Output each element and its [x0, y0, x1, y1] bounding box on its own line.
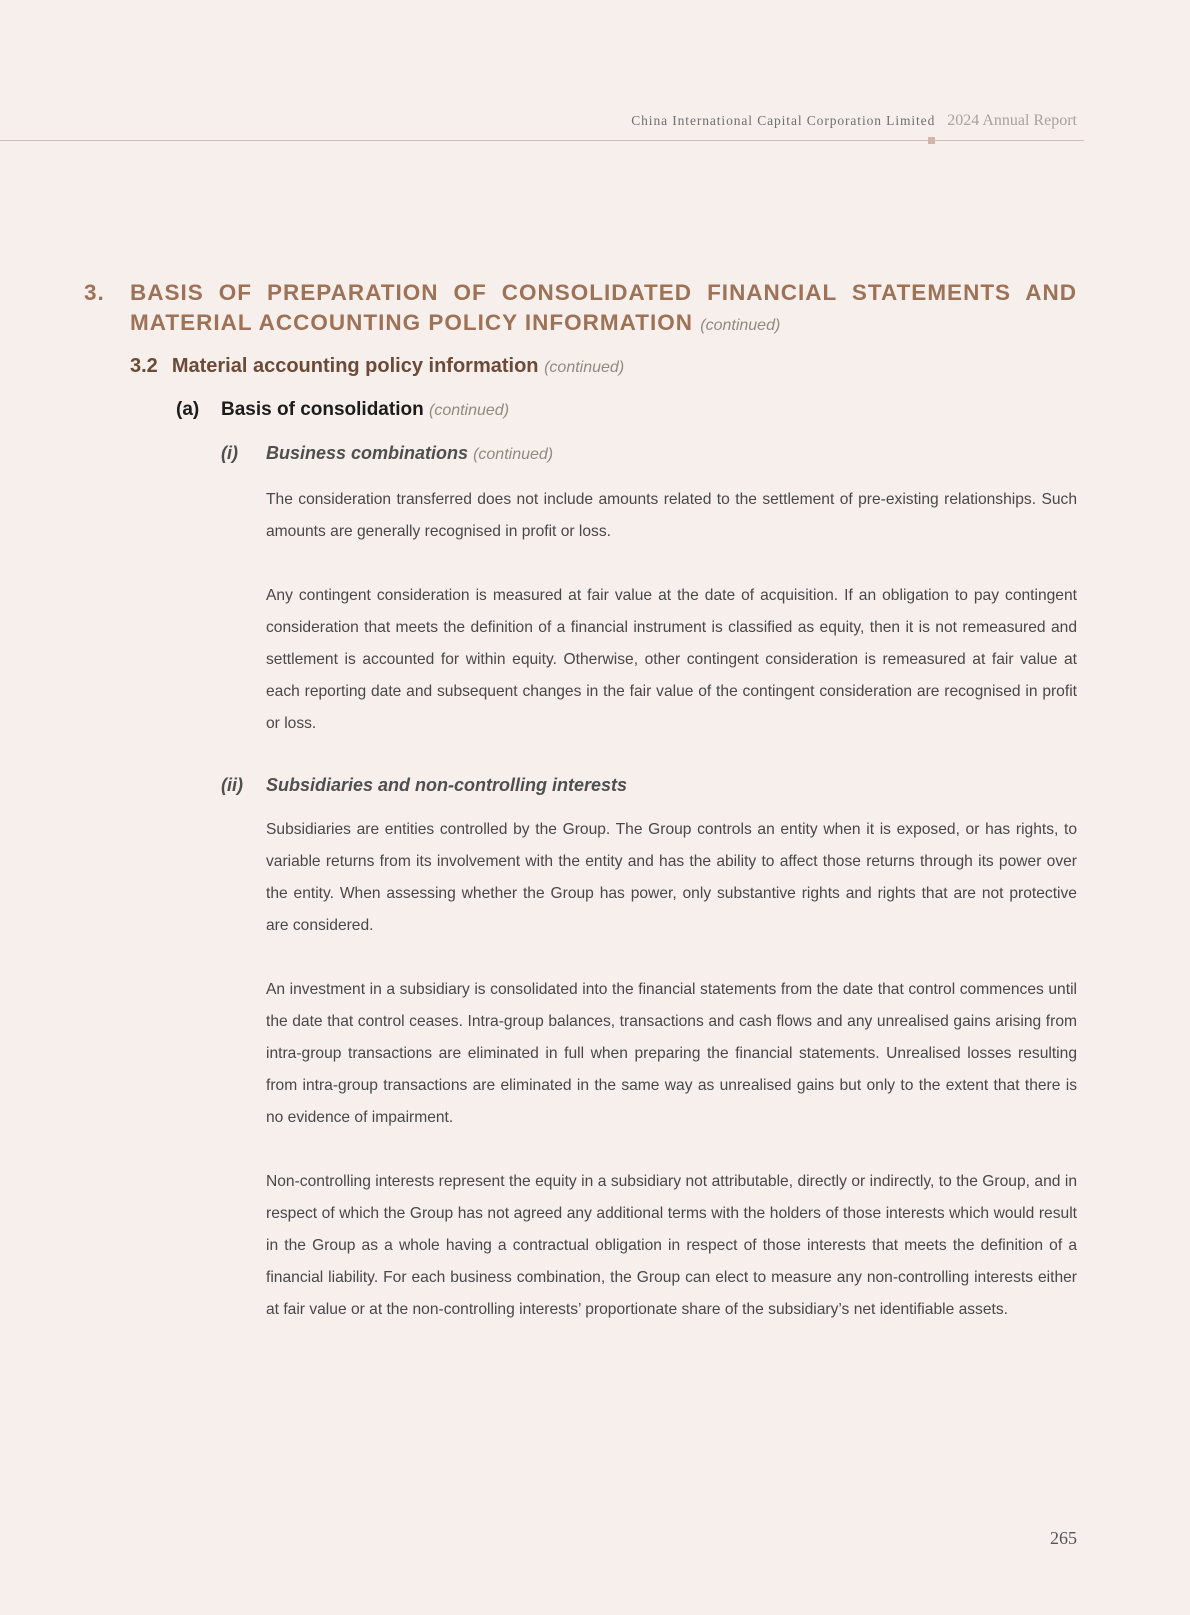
header-report-title: 2024 Annual Report — [947, 112, 1077, 129]
section-continued: (continued) — [700, 317, 781, 334]
paragraph: Any contingent consideration is measured at fair value at the date of acquisition. If an obligation to pay contingent consideration that meets the definition of a financial instrument is classified as equity, then it is not remeasured and settlement is accounted for within equity. Otherwise, other contingent consideration is remeasured at fair value at each reporting date and subsequent changes in the fair value of the contingent consideration are recognised in profit or loss. — [266, 587, 1077, 732]
section-title-line1: BASIS OF PREPARATION OF CONSOLIDATED FINANCIAL STATEMENTS AND — [130, 280, 1077, 305]
section-title-line2 — [130, 310, 780, 336]
paragraph: The consideration transferred does not include amounts related to the settlement of pre-existing relationships. Such amounts are generally recognised in profit or loss. — [266, 491, 1077, 540]
page-number: 265 — [1050, 1528, 1077, 1548]
item-a-title: Basis of consolidation — [221, 399, 424, 420]
paragraph: Non-controlling interests represent the equity in a subsidiary not attributable, directly or indirectly, to the Group, and in respect of which the Group has not agreed any additional terms with the holders of those interests which would result in the Group as a whole having a contractual obligation in respect of those interests that meets the definition of a financial liability. For each business combination, the Group can elect to measure any non-controlling interests either at fair value or at the non-controlling interests’ proportionate share of the subsidiary’s net identifiable assets. — [266, 1173, 1077, 1318]
item-i-continued: (continued) — [473, 446, 554, 463]
item-a-number: (a) — [176, 399, 200, 420]
item-i-title-wrap — [266, 443, 553, 464]
item-a-continued: (continued) — [428, 402, 510, 419]
section-number: 3. — [84, 280, 105, 305]
item-a-title-wrap — [221, 399, 509, 421]
paragraph: An investment in a subsidiary is consolidated into the financial statements from the date that control commences until the date that control ceases. Intra-group balances, transactions and cash flows and any unrealised gains arising from intra-group transactions are eliminated in full when preparing the financial statements. Unrealised losses resulting from intra-group transactions are eliminated in the same way as unrealised gains but only to the extent that there is no evidence of impairment. — [266, 981, 1077, 1126]
subsection-continued: (continued) — [544, 359, 625, 376]
running-header — [631, 112, 1077, 130]
paragraph: Subsidiaries are entities controlled by the Group. The Group controls an entity when it is exposed, or has rights, to variable returns from its involvement with the entity and has the ability to affect those returns through its power over the entity. When assessing whether the Group has power, only substantive rights and rights that are not protective are considered. — [266, 821, 1077, 934]
header-marker — [928, 137, 935, 144]
subsection-heading — [130, 355, 624, 378]
header-rule — [0, 140, 1084, 141]
item-i-number: (i) — [221, 443, 238, 463]
item-ii-title: Subsidiaries and non-controlling interests — [266, 775, 628, 795]
subsection-title: Material accounting policy information — [171, 355, 539, 377]
header-company-name: China International Capital Corporation Limited — [631, 113, 936, 128]
subsection-number: 3.2 — [130, 355, 158, 377]
item-ii-number: (ii) — [221, 775, 243, 795]
section-title-line2-text: MATERIAL ACCOUNTING POLICY INFORMATION — [130, 310, 693, 335]
item-i-title: Business combinations — [266, 443, 469, 463]
